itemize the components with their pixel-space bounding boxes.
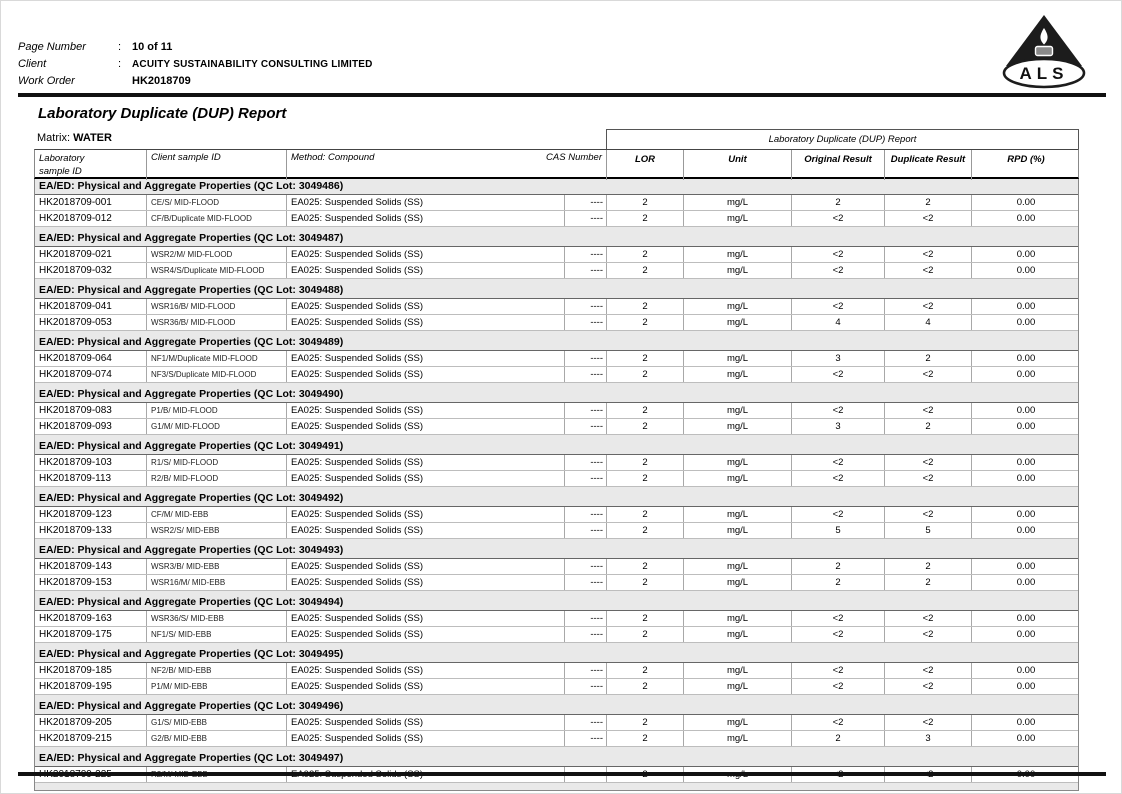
original-result-cell: 4 bbox=[792, 315, 885, 330]
cas-number-cell: ---- bbox=[565, 559, 607, 574]
table-row bbox=[35, 679, 1078, 695]
col-original-result: Original Result bbox=[792, 150, 885, 180]
unit-cell: mg/L bbox=[684, 403, 792, 418]
method-compound-cell: EA025: Suspended Solids (SS) bbox=[287, 627, 565, 642]
lab-sample-id-cell: HK2018709-083 bbox=[35, 403, 147, 418]
duplicate-result-cell: <2 bbox=[885, 627, 972, 642]
original-result-cell: <2 bbox=[792, 471, 885, 486]
group-header-spacer bbox=[34, 129, 606, 149]
duplicate-result-cell: 4 bbox=[885, 315, 972, 330]
table-row bbox=[35, 715, 1078, 731]
original-result-cell: <2 bbox=[792, 403, 885, 418]
cas-number-cell: ---- bbox=[565, 195, 607, 210]
cas-number-cell: ---- bbox=[565, 471, 607, 486]
client-sample-id-cell: WSR3/B/ MID-EBB bbox=[147, 559, 287, 574]
method-compound-cell: EA025: Suspended Solids (SS) bbox=[287, 575, 565, 590]
rpd-cell: 0.00 bbox=[1016, 681, 1036, 692]
section-header: EA/ED: Physical and Aggregate Properties (QC Lot: 3049494) bbox=[35, 595, 1078, 611]
rpd-cell: 0.00 bbox=[1016, 421, 1036, 432]
client-sample-id-cell: WSR36/S/ MID-EBB bbox=[147, 611, 287, 626]
rpd-cell: 0.00 bbox=[1016, 473, 1036, 484]
method-compound-cell: EA025: Suspended Solids (SS) bbox=[287, 559, 565, 574]
original-result-cell: 3 bbox=[792, 351, 885, 366]
work-order-label: Work Order bbox=[18, 75, 75, 87]
lab-sample-id-cell: HK2018709-195 bbox=[35, 679, 147, 694]
cas-number-cell: ---- bbox=[565, 351, 607, 366]
cas-number-cell: ---- bbox=[565, 367, 607, 382]
unit-cell: mg/L bbox=[684, 315, 792, 330]
rpd-cell: 0.00 bbox=[1016, 317, 1036, 328]
lab-sample-id-cell: HK2018709-133 bbox=[35, 523, 147, 538]
colon: : bbox=[118, 41, 122, 53]
rpd-cell: 0.00 bbox=[1016, 577, 1036, 588]
als-logo-icon bbox=[994, 13, 1094, 89]
unit-cell: mg/L bbox=[684, 211, 792, 226]
method-compound-cell: EA025: Suspended Solids (SS) bbox=[287, 523, 565, 538]
duplicate-result-cell: <2 bbox=[885, 471, 972, 486]
header-row-client bbox=[18, 58, 373, 75]
lor-cell: 2 bbox=[607, 367, 684, 382]
lor-cell: 2 bbox=[607, 559, 684, 574]
method-compound-cell: EA025: Suspended Solids (SS) bbox=[287, 211, 565, 226]
table-row bbox=[35, 611, 1078, 627]
lor-cell: 2 bbox=[607, 627, 684, 642]
table-row bbox=[35, 471, 1078, 487]
original-result-cell: <2 bbox=[792, 663, 885, 678]
client-label: Client bbox=[18, 58, 47, 70]
lab-sample-id-cell: HK2018709-053 bbox=[35, 315, 147, 330]
lab-sample-id-cell: HK2018709-093 bbox=[35, 419, 147, 434]
duplicate-result-cell: 5 bbox=[885, 523, 972, 538]
client-value: ACUITY SUSTAINABILITY CONSULTING LIMITED bbox=[132, 59, 373, 70]
unit-cell: mg/L bbox=[684, 627, 792, 642]
cas-number-cell: ---- bbox=[565, 419, 607, 434]
header-row-page-number bbox=[18, 41, 373, 58]
lor-cell: 2 bbox=[607, 315, 684, 330]
col-rpd: RPD (%) bbox=[1007, 154, 1045, 165]
method-compound-cell: EA025: Suspended Solids (SS) bbox=[287, 507, 565, 522]
client-sample-id-cell: WSR36/B/ MID-FLOOD bbox=[147, 315, 287, 330]
rpd-cell: 0.00 bbox=[1016, 665, 1036, 676]
cas-number-cell: ---- bbox=[565, 679, 607, 694]
client-sample-id-cell: R2/B/ MID-FLOOD bbox=[147, 471, 287, 486]
original-result-cell: 3 bbox=[792, 419, 885, 434]
client-sample-id-cell: NF1/S/ MID-EBB bbox=[147, 627, 287, 642]
cas-number-cell: ---- bbox=[565, 211, 607, 226]
col-cas-number: CAS Number bbox=[546, 152, 602, 163]
unit-cell: mg/L bbox=[684, 715, 792, 730]
lab-sample-id-cell: HK2018709-001 bbox=[35, 195, 147, 210]
original-result-cell: <2 bbox=[792, 299, 885, 314]
original-result-cell: <2 bbox=[792, 715, 885, 730]
client-sample-id-cell: G1/S/ MID-EBB bbox=[147, 715, 287, 730]
table-row bbox=[35, 575, 1078, 591]
unit-cell: mg/L bbox=[684, 195, 792, 210]
matrix-label: Matrix: bbox=[37, 132, 70, 144]
original-result-cell: <2 bbox=[792, 455, 885, 470]
section-header: EA/ED: Physical and Aggregate Properties (QC Lot: 3049486) bbox=[35, 179, 1078, 195]
unit-cell: mg/L bbox=[684, 523, 792, 538]
unit-cell: mg/L bbox=[684, 507, 792, 522]
page-title: Laboratory Duplicate (DUP) Report bbox=[38, 105, 287, 122]
lor-cell: 2 bbox=[607, 403, 684, 418]
lor-cell: 2 bbox=[607, 211, 684, 226]
duplicate-result-cell: <2 bbox=[885, 367, 972, 382]
rpd-cell: 0.00 bbox=[1016, 457, 1036, 468]
lab-sample-id-cell: HK2018709-103 bbox=[35, 455, 147, 470]
cas-number-cell: ---- bbox=[565, 299, 607, 314]
duplicate-result-cell: <2 bbox=[885, 299, 972, 314]
method-compound-cell: EA025: Suspended Solids (SS) bbox=[287, 367, 565, 382]
table-row bbox=[35, 195, 1078, 211]
table-row bbox=[35, 367, 1078, 383]
unit-cell: mg/L bbox=[684, 455, 792, 470]
unit-cell: mg/L bbox=[684, 471, 792, 486]
duplicate-result-cell: 2 bbox=[885, 351, 972, 366]
lab-sample-id-cell: HK2018709-074 bbox=[35, 367, 147, 382]
method-compound-cell: EA025: Suspended Solids (SS) bbox=[287, 455, 565, 470]
unit-cell: mg/L bbox=[684, 559, 792, 574]
rpd-cell: 0.00 bbox=[1016, 509, 1036, 520]
lor-cell: 2 bbox=[607, 263, 684, 278]
section-header: EA/ED: Physical and Aggregate Properties (QC Lot: 3049488) bbox=[35, 283, 1078, 299]
duplicate-result-cell: 2 bbox=[885, 559, 972, 574]
method-compound-cell: EA025: Suspended Solids (SS) bbox=[287, 315, 565, 330]
duplicate-result-cell: <2 bbox=[885, 715, 972, 730]
rpd-cell: 0.00 bbox=[1016, 561, 1036, 572]
lor-cell: 2 bbox=[607, 299, 684, 314]
section-header: EA/ED: Physical and Aggregate Properties (QC Lot: 3049492) bbox=[35, 491, 1078, 507]
table-row bbox=[35, 731, 1078, 747]
original-result-cell: 2 bbox=[792, 575, 885, 590]
client-sample-id-cell: P1/B/ MID-FLOOD bbox=[147, 403, 287, 418]
col-duplicate-result: Duplicate Result bbox=[885, 150, 972, 180]
lab-sample-id-cell: HK2018709-153 bbox=[35, 575, 147, 590]
client-sample-id-cell: G1/M/ MID-FLOOD bbox=[147, 419, 287, 434]
lor-cell: 2 bbox=[607, 731, 684, 746]
rpd-cell: 0.00 bbox=[1016, 301, 1036, 312]
section-header: EA/ED: Physical and Aggregate Properties (QC Lot: 3049493) bbox=[35, 543, 1078, 559]
duplicate-result-cell: 2 bbox=[885, 575, 972, 590]
lab-sample-id-cell: HK2018709-123 bbox=[35, 507, 147, 522]
duplicate-result-cell: 2 bbox=[885, 195, 972, 210]
rpd-cell: 0.00 bbox=[1016, 629, 1036, 640]
table-row bbox=[35, 523, 1078, 539]
work-order-value: HK2018709 bbox=[132, 75, 191, 87]
lor-cell: 2 bbox=[607, 247, 684, 262]
table-row bbox=[35, 559, 1078, 575]
duplicate-result-cell: <2 bbox=[885, 211, 972, 226]
lab-sample-id-cell: HK2018709-175 bbox=[35, 627, 147, 642]
table-row bbox=[35, 419, 1078, 435]
col-laboratory-line1: Laboratory bbox=[39, 153, 85, 164]
svg-text:ALS: ALS bbox=[1019, 64, 1069, 83]
original-result-cell: 2 bbox=[792, 731, 885, 746]
page-number-value: 10 of 11 bbox=[132, 41, 173, 53]
client-sample-id-cell: WSR2/M/ MID-FLOOD bbox=[147, 247, 287, 262]
rpd-cell: 0.00 bbox=[1016, 405, 1036, 416]
client-sample-id-cell: P1/M/ MID-EBB bbox=[147, 679, 287, 694]
col-method-cas bbox=[287, 150, 607, 180]
lab-sample-id-cell: HK2018709-041 bbox=[35, 299, 147, 314]
lor-cell: 2 bbox=[607, 523, 684, 538]
client-sample-id-cell: WSR2/S/ MID-EBB bbox=[147, 523, 287, 538]
section-header: EA/ED: Physical and Aggregate Properties (QC Lot: 3049496) bbox=[35, 699, 1078, 715]
method-compound-cell: EA025: Suspended Solids (SS) bbox=[287, 419, 565, 434]
rpd-cell: 0.00 bbox=[1016, 353, 1036, 364]
client-sample-id-cell: WSR4/S/Duplicate MID-FLOOD bbox=[147, 263, 287, 278]
als-logo bbox=[994, 13, 1094, 89]
duplicate-result-cell: <2 bbox=[885, 403, 972, 418]
lab-sample-id-cell: HK2018709-032 bbox=[35, 263, 147, 278]
method-compound-cell: EA025: Suspended Solids (SS) bbox=[287, 403, 565, 418]
document-header bbox=[18, 41, 373, 92]
lor-cell: 2 bbox=[607, 575, 684, 590]
original-result-cell: 2 bbox=[792, 559, 885, 574]
lor-cell: 2 bbox=[607, 611, 684, 626]
method-compound-cell: EA025: Suspended Solids (SS) bbox=[287, 715, 565, 730]
original-result-cell: <2 bbox=[792, 211, 885, 226]
dup-report-table bbox=[34, 129, 1079, 791]
col-unit: Unit bbox=[684, 150, 792, 180]
rpd-cell: 0.00 bbox=[1016, 265, 1036, 276]
original-result-cell: <2 bbox=[792, 247, 885, 262]
duplicate-result-cell: <2 bbox=[885, 247, 972, 262]
lor-cell: 2 bbox=[607, 679, 684, 694]
group-header-cell: Laboratory Duplicate (DUP) Report bbox=[606, 129, 1079, 149]
lor-cell: 2 bbox=[607, 663, 684, 678]
original-result-cell: <2 bbox=[792, 627, 885, 642]
section-header: EA/ED: Physical and Aggregate Properties (QC Lot: 3049491) bbox=[35, 439, 1078, 455]
client-sample-id-cell: CF/M/ MID-EBB bbox=[147, 507, 287, 522]
client-sample-id-cell: G2/B/ MID-EBB bbox=[147, 731, 287, 746]
cas-number-cell: ---- bbox=[565, 403, 607, 418]
page-number-label: Page Number bbox=[18, 41, 86, 53]
method-compound-cell: EA025: Suspended Solids (SS) bbox=[287, 679, 565, 694]
method-compound-cell: EA025: Suspended Solids (SS) bbox=[287, 247, 565, 262]
table-row bbox=[35, 507, 1078, 523]
header-rule bbox=[18, 93, 1106, 97]
original-result-cell: <2 bbox=[792, 679, 885, 694]
matrix-value: WATER bbox=[73, 132, 112, 144]
method-compound-cell: EA025: Suspended Solids (SS) bbox=[287, 611, 565, 626]
method-compound-cell: EA025: Suspended Solids (SS) bbox=[287, 471, 565, 486]
duplicate-result-cell: <2 bbox=[885, 263, 972, 278]
duplicate-result-cell: 2 bbox=[885, 419, 972, 434]
section-header: EA/ED: Physical and Aggregate Properties (QC Lot: 3049495) bbox=[35, 647, 1078, 663]
duplicate-result-cell: 3 bbox=[885, 731, 972, 746]
method-compound-cell: EA025: Suspended Solids (SS) bbox=[287, 731, 565, 746]
method-compound-cell: EA025: Suspended Solids (SS) bbox=[287, 663, 565, 678]
lor-cell: 2 bbox=[607, 351, 684, 366]
cas-number-cell: ---- bbox=[565, 611, 607, 626]
rpd-cell: 0.00 bbox=[1016, 249, 1036, 260]
header-row-work-order bbox=[18, 75, 373, 92]
rpd-cell: 0.00 bbox=[1016, 369, 1036, 380]
lab-sample-id-cell: HK2018709-021 bbox=[35, 247, 147, 262]
lab-sample-id-cell: HK2018709-215 bbox=[35, 731, 147, 746]
unit-cell: mg/L bbox=[684, 611, 792, 626]
lor-cell: 2 bbox=[607, 195, 684, 210]
table-row bbox=[35, 299, 1078, 315]
duplicate-result-cell: <2 bbox=[885, 507, 972, 522]
lab-sample-id-cell: HK2018709-163 bbox=[35, 611, 147, 626]
client-sample-id-cell: R1/S/ MID-FLOOD bbox=[147, 455, 287, 470]
col-laboratory-line2: sample ID bbox=[39, 166, 82, 177]
table-row bbox=[35, 627, 1078, 643]
lab-sample-id-cell: HK2018709-205 bbox=[35, 715, 147, 730]
rpd-cell: 0.00 bbox=[1016, 613, 1036, 624]
section-header: EA/ED: Physical and Aggregate Properties (QC Lot: 3049490) bbox=[35, 387, 1078, 403]
unit-cell: mg/L bbox=[684, 731, 792, 746]
original-result-cell: 5 bbox=[792, 523, 885, 538]
table-row bbox=[35, 351, 1078, 367]
method-compound-cell: EA025: Suspended Solids (SS) bbox=[287, 195, 565, 210]
unit-cell: mg/L bbox=[684, 247, 792, 262]
rpd-cell: 0.00 bbox=[1016, 717, 1036, 728]
unit-cell: mg/L bbox=[684, 351, 792, 366]
duplicate-result-cell: <2 bbox=[885, 679, 972, 694]
cas-number-cell: ---- bbox=[565, 455, 607, 470]
cas-number-cell: ---- bbox=[565, 247, 607, 262]
section-header: EA/ED: Physical and Aggregate Properties (QC Lot: 3049497) bbox=[35, 751, 1078, 767]
lab-sample-id-cell: HK2018709-113 bbox=[35, 471, 147, 486]
section-header: EA/ED: Physical and Aggregate Properties (QC Lot: 3049489) bbox=[35, 335, 1078, 351]
col-client-sample-id: Client sample ID bbox=[147, 150, 287, 180]
lor-cell: 2 bbox=[607, 419, 684, 434]
section-header: EA/ED: Physical and Aggregate Properties (QC Lot: 3049487) bbox=[35, 231, 1078, 247]
table-column-header-row bbox=[34, 149, 1079, 179]
table-row bbox=[35, 455, 1078, 471]
col-lor: LOR bbox=[607, 150, 684, 180]
table-bottom-strip bbox=[35, 783, 1078, 790]
original-result-cell: <2 bbox=[792, 367, 885, 382]
method-compound-cell: EA025: Suspended Solids (SS) bbox=[287, 263, 565, 278]
table-group-header-row bbox=[34, 129, 1079, 149]
lab-sample-id-cell: HK2018709-064 bbox=[35, 351, 147, 366]
table-row bbox=[35, 247, 1078, 263]
lab-sample-id-cell: HK2018709-185 bbox=[35, 663, 147, 678]
unit-cell: mg/L bbox=[684, 663, 792, 678]
client-sample-id-cell: CE/S/ MID-FLOOD bbox=[147, 195, 287, 210]
rpd-cell: 0.00 bbox=[1016, 197, 1036, 208]
method-compound-cell: EA025: Suspended Solids (SS) bbox=[287, 299, 565, 314]
duplicate-result-cell: <2 bbox=[885, 455, 972, 470]
rpd-cell: 0.00 bbox=[1016, 733, 1036, 744]
unit-cell: mg/L bbox=[684, 367, 792, 382]
client-sample-id-cell: NF3/S/Duplicate MID-FLOOD bbox=[147, 367, 287, 382]
table-row bbox=[35, 315, 1078, 331]
lor-cell: 2 bbox=[607, 507, 684, 522]
duplicate-result-cell: <2 bbox=[885, 663, 972, 678]
cas-number-cell: ---- bbox=[565, 627, 607, 642]
rpd-cell: 0.00 bbox=[1016, 213, 1036, 224]
unit-cell: mg/L bbox=[684, 263, 792, 278]
cas-number-cell: ---- bbox=[565, 575, 607, 590]
cas-number-cell: ---- bbox=[565, 731, 607, 746]
duplicate-result-cell: <2 bbox=[885, 611, 972, 626]
lor-cell: 2 bbox=[607, 471, 684, 486]
footer-rule bbox=[18, 772, 1106, 776]
lor-cell: 2 bbox=[607, 455, 684, 470]
table-row bbox=[35, 663, 1078, 679]
original-result-cell: <2 bbox=[792, 611, 885, 626]
lor-cell: 2 bbox=[607, 715, 684, 730]
client-sample-id-cell: WSR16/B/ MID-FLOOD bbox=[147, 299, 287, 314]
col-method-compound: Method: Compound bbox=[291, 152, 375, 163]
cas-number-cell: ---- bbox=[565, 263, 607, 278]
client-sample-id-cell: NF2/B/ MID-EBB bbox=[147, 663, 287, 678]
cas-number-cell: ---- bbox=[565, 663, 607, 678]
unit-cell: mg/L bbox=[684, 419, 792, 434]
original-result-cell: 2 bbox=[792, 195, 885, 210]
original-result-cell: <2 bbox=[792, 263, 885, 278]
cas-number-cell: ---- bbox=[565, 315, 607, 330]
table-row bbox=[35, 211, 1078, 227]
table-body bbox=[34, 179, 1079, 791]
col-laboratory-sample-id bbox=[35, 150, 147, 180]
cas-number-cell: ---- bbox=[565, 715, 607, 730]
cas-number-cell: ---- bbox=[565, 523, 607, 538]
unit-cell: mg/L bbox=[684, 679, 792, 694]
colon: : bbox=[118, 58, 122, 70]
table-row bbox=[35, 263, 1078, 279]
method-compound-cell: EA025: Suspended Solids (SS) bbox=[287, 351, 565, 366]
lab-sample-id-cell: HK2018709-012 bbox=[35, 211, 147, 226]
client-sample-id-cell: CF/B/Duplicate MID-FLOOD bbox=[147, 211, 287, 226]
unit-cell: mg/L bbox=[684, 575, 792, 590]
lab-sample-id-cell: HK2018709-143 bbox=[35, 559, 147, 574]
unit-cell: mg/L bbox=[684, 299, 792, 314]
rpd-cell: 0.00 bbox=[1016, 525, 1036, 536]
client-sample-id-cell: NF1/M/Duplicate MID-FLOOD bbox=[147, 351, 287, 366]
original-result-cell: <2 bbox=[792, 507, 885, 522]
client-sample-id-cell: WSR16/M/ MID-EBB bbox=[147, 575, 287, 590]
table-row bbox=[35, 403, 1078, 419]
cas-number-cell: ---- bbox=[565, 507, 607, 522]
